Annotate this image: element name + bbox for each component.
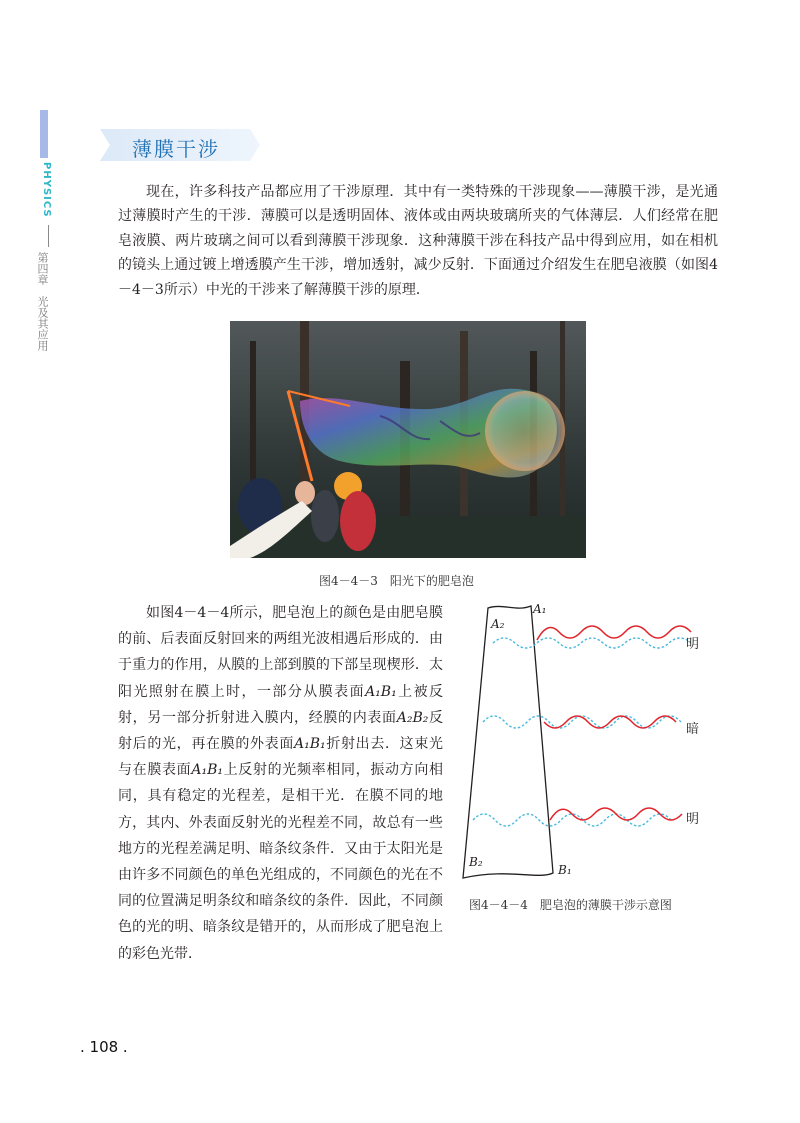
section-title-banner: [100, 129, 260, 161]
intro-paragraph: [118, 180, 718, 302]
label-b1: B₁: [558, 863, 572, 877]
explanation-text-part3: 反射后的光，再在膜的外表面: [118, 709, 444, 753]
row1-inner-wave: [493, 638, 691, 648]
soap-bubble-photo: [230, 321, 586, 558]
symbol-a2b2: A₂B₂: [396, 709, 429, 726]
row3-label: 明: [686, 812, 700, 827]
symbol-a1b1-third: A₁B₁: [191, 762, 223, 779]
figure-444-caption: 图4－4－4 肥皂泡的薄膜干涉示意图: [469, 898, 672, 912]
explanation-text-part5: 上反射的光频率相同，振动方向相同，具有稳定的光程差，是相干光．在膜不同的地方，其内、外表面反射光的光程差不同，故总有一些地方的光程差满足明、暗条纹条件．又由于太阳光是由许多不同颜色的单色光组成的，不同颜色的光在不同的位置满足明条纹和暗条纹的条件．因此，不同颜色的光的明、暗条纹是错开的，从而形成了肥皂泡上的彩色光带．: [118, 762, 443, 962]
thin-film-diagram: [458, 598, 718, 893]
label-a1: A₁: [533, 602, 547, 616]
symbol-a1b1-second: A₁B₁: [294, 736, 326, 753]
explanation-text: [118, 600, 443, 967]
sidebar-color-tab: [40, 110, 48, 158]
figure-443-caption: 图4－4－3 阳光下的肥皂泡: [319, 574, 474, 588]
explanation-text-part1: 如图4－4－4所示，肥皂泡上的颜色是由肥皂膜的前、后表面反射回来的两组光波相遇后形成的．由于重力的作用，从膜的上部到膜的下部呈现楔形．太阳光照射在膜上时，一部分从膜表面: [118, 605, 443, 700]
sidebar-physics-label: PHYSICS: [41, 162, 52, 218]
label-b2: B₂: [469, 855, 483, 869]
sidebar-chapter-label: 第四章 光及其应用: [36, 252, 49, 351]
film-outline: [463, 606, 553, 878]
page-number: . 108 .: [80, 1038, 128, 1056]
row3-inner-wave: [473, 814, 671, 826]
explanation-text-part4: 折射出去．这束光与在膜表面: [118, 736, 444, 779]
intro-text: 现在，许多科技产品都应用了干涉原理．其中有一类特殊的干涉现象——薄膜干涉，是光通过薄膜时产生的干涉．薄膜可以是透明固体、液体或由两块玻璃所夹的气体薄层．人们经常在肥皂液膜、两片玻璃之间可以看到薄膜干涉现象．这种薄膜干涉在科技产品中得到应用，如在相机的镜头上通过镀上增透膜产生干涉，增加透射，减少反射．下面通过介绍发生在肥皂液膜（如图4－4－3所示）中光的干涉来了解薄膜干涉的原理．: [118, 184, 718, 298]
row1-reflected-wave: [537, 626, 691, 640]
explanation-text-part2: 上被反射，另一部分折射进入膜内，经膜的内表面: [118, 683, 444, 726]
symbol-a1b1: A₁B₁: [365, 683, 397, 700]
row2-label: 暗: [686, 722, 700, 737]
row1-label: 明: [686, 637, 700, 652]
section-title: 薄膜干涉: [132, 137, 220, 161]
explanation-paragraph: [118, 600, 443, 967]
label-a2: A₂: [491, 617, 505, 631]
sidebar-divider: [48, 225, 49, 247]
